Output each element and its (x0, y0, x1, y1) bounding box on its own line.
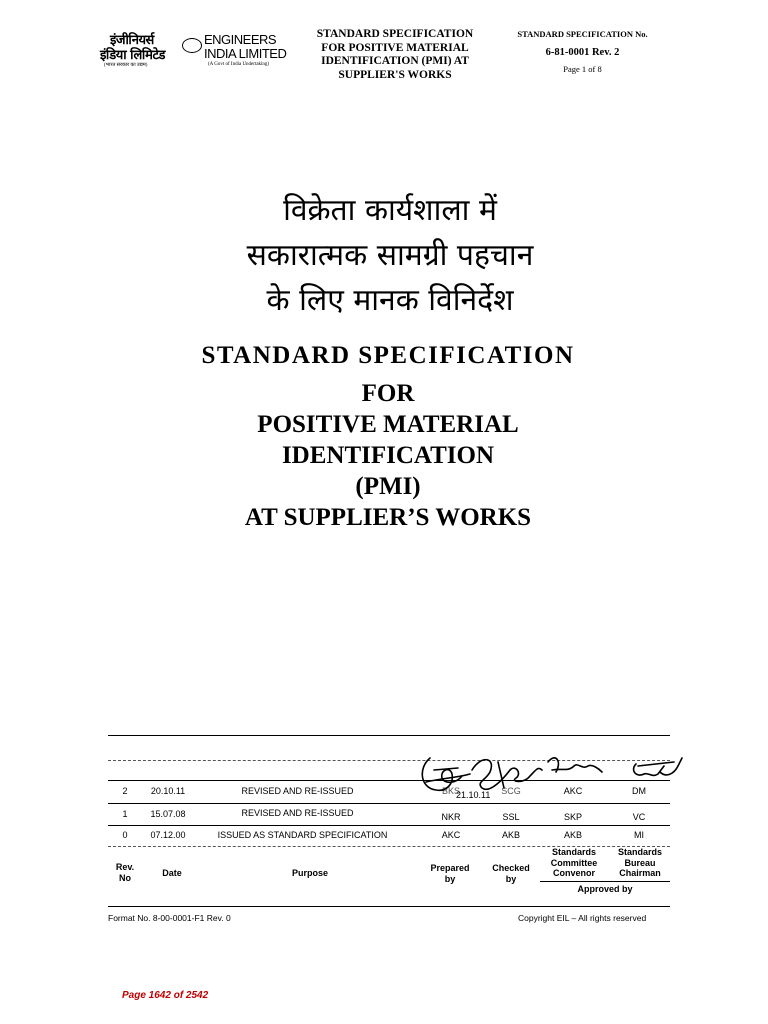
header-title-line: FOR POSITIVE MATERIAL (321, 41, 469, 54)
english-title-line: FOR (361, 380, 415, 407)
purpose-cell: ISSUED AS STANDARD SPECIFICATION (217, 830, 388, 840)
logo-hindi-line2: इंडिया लिमिटेड (100, 48, 165, 63)
rev-cell: 0 (122, 830, 128, 840)
signature-date: 21.10.11 (456, 790, 491, 800)
date-cell: 20.10.11 (150, 786, 186, 796)
prepared-cell: BKS (441, 786, 460, 796)
logo-sub-hindi: (भारत सरकार का उद्यम) (104, 63, 148, 68)
logo-seal-icon (182, 38, 202, 53)
logo-english-line1: ENGINEERS (204, 32, 277, 47)
header-prepared: Prepared by (430, 863, 470, 884)
header-convenor: Standards Committee Convenor (550, 847, 598, 878)
convenor-cell: SKP (563, 812, 582, 822)
checked-cell: SSL (502, 812, 520, 822)
header-date: Date (162, 868, 182, 878)
english-title-line: (PMI) (355, 473, 421, 500)
spec-number-block (495, 29, 670, 74)
chairman-cell: DM (632, 786, 646, 796)
english-title-line: IDENTIFICATION (281, 442, 495, 469)
copyright: Copyright EIL – All rights reserved (518, 913, 647, 923)
checked-cell: AKB (501, 830, 520, 840)
table-line (108, 906, 670, 907)
logo-hindi-line1: इंजीनियर्स (110, 33, 154, 48)
company-logo (96, 28, 296, 68)
spec-no: 6-81-0001 Rev. 2 (545, 47, 620, 58)
hindi-title-line: सकारात्मक सामग्री पहचान (246, 238, 534, 273)
page-number: Page 1 of 8 (563, 64, 602, 74)
header-title-line: STANDARD SPECIFICATION (316, 28, 474, 40)
chairman-cell: MI (634, 830, 644, 840)
header-title-line: SUPPLIER'S WORKS (338, 68, 452, 81)
date-cell: 07.12.00 (150, 830, 186, 840)
hindi-title-line: विक्रेता कार्यशाला में (283, 193, 497, 228)
spec-no-label: STANDARD SPECIFICATION No. (517, 29, 648, 39)
table-line (108, 825, 670, 826)
page-mark: Page 1642 of 2542 (122, 990, 209, 1001)
header-title-line: IDENTIFICATION (PMI) AT (321, 55, 469, 67)
hindi-title (150, 188, 630, 323)
chairman-cell: VC (632, 812, 646, 822)
logo-sub-english: (A Govt of India Undertaking) (208, 62, 270, 67)
format-number: Format No. 8-00-0001-F1 Rev. 0 (108, 913, 231, 923)
header-chairman: Standards Bureau Chairman (617, 847, 662, 878)
purpose-cell: REVISED AND RE-ISSUED (241, 808, 354, 818)
rev-cell: 2 (122, 786, 128, 796)
convenor-cell: AKC (563, 786, 583, 796)
english-title (100, 340, 676, 533)
header-title (300, 28, 490, 82)
purpose-cell: REVISED AND RE-ISSUED (241, 786, 354, 796)
prepared-cell: AKC (441, 830, 461, 840)
header-checked: Checked by (492, 863, 530, 884)
header-purpose: Purpose (291, 868, 328, 878)
date-cell: 15.07.08 (150, 809, 186, 819)
prepared-cell: NKR (441, 812, 461, 822)
english-title-line: STANDARD SPECIFICATION (201, 342, 575, 369)
header-approved: Approved by (577, 884, 633, 894)
convenor-cell: AKB (563, 830, 582, 840)
approved-line (540, 881, 670, 882)
rev-cell: 1 (122, 809, 128, 819)
signatures-image (412, 748, 692, 804)
hindi-title-line: के लिए मानक विनिर्देश (266, 283, 514, 318)
checked-cell: SCG (501, 786, 521, 796)
logo-english-line2: INDIA LIMITED (204, 46, 287, 61)
table-line (108, 735, 670, 736)
english-title-line: POSITIVE MATERIAL (257, 411, 519, 438)
header-rev: Rev. No (115, 862, 135, 883)
english-title-line: AT SUPPLIER’S WORKS (244, 504, 532, 531)
